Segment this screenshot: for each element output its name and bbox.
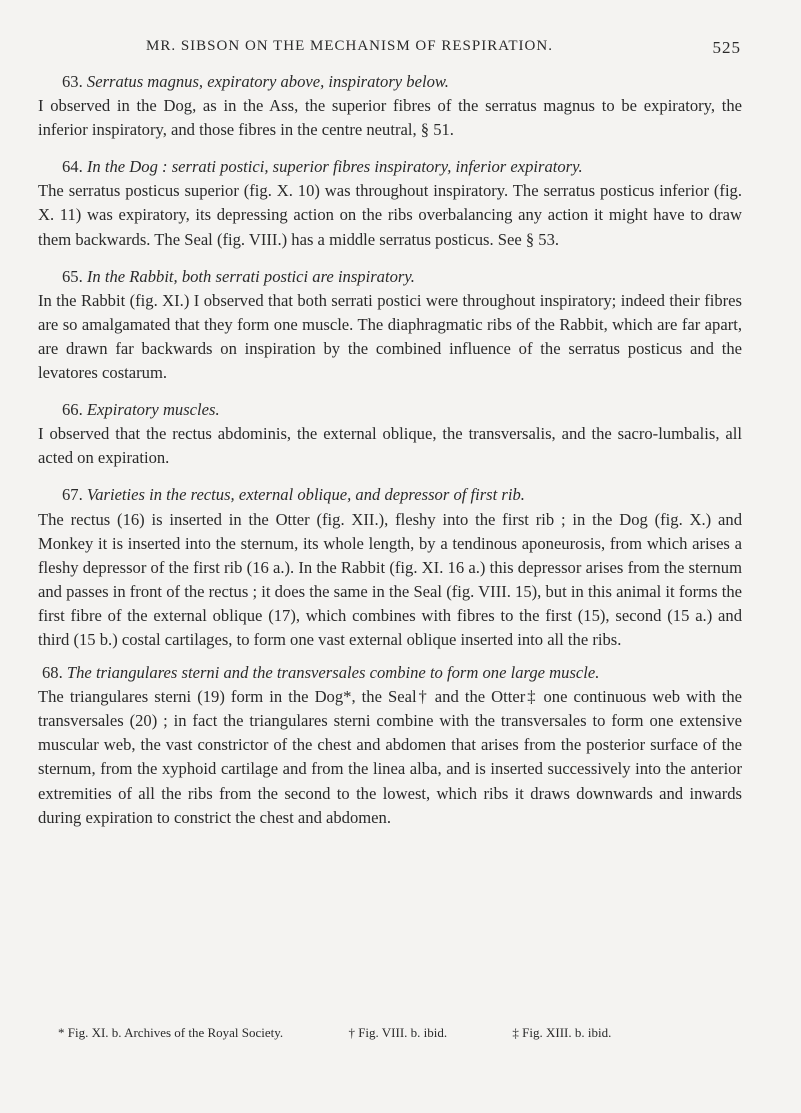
footnote: * Fig. XI. b. Archives of the Royal Society. [58, 1025, 284, 1040]
section-heading [38, 398, 742, 422]
section-paragraph: The rectus (16) is inserted in the Otter (fig. XII.), fleshy into the first rib ; in the Dog (fig. X.) and Monkey it is inserted into the sternum, its whole length, by a tendinous aponeurosis, from which arises a fleshy depressor of the first rib (16 a.). In the Rabbit (fig. XI. 16 a.) this depressor arises from the sternum and passes in front of the rectus ; it does the same in the Seal (fig. VIII. 15), but in this animal it forms the first fibre of the external oblique (17), which combines with fibres to the first (15), second (15 a.) and third (15 b.) costal cartilages, to form one vast external oblique inserted into all the ribs. [38, 509, 742, 649]
section-title: In the Rabbit, both serrati postici are inspiratory. [86, 266, 415, 286]
footnote: † Fig. VIII. b. ibid. [348, 1025, 448, 1040]
section-paragraph: The triangulares sterni (19) form in the Dog*, the Seal† and the Otter‡ one continuous web with the transversales (20) ; in fact the triangulares sterni combine with the transversales to form one extensive muscular web, the vast constrictor of the chest and abdomen that arises from the posterior surface of the sternum, from the xyphoid cartilage and from the linea alba, and is inserted successively into the anterior extremities of all the ribs from the second to the lowest, which ribs it draws downwards and inwards during expiration to constrict the chest and abdomen. [38, 687, 742, 827]
section-title: In the Dog : serrati postici, superior fibres inspiratory, inferior expiratory. [86, 157, 583, 177]
section-paragraph: I observed that the rectus abdominis, the external oblique, the transversalis, and the sacro-lumbalis, all acted on expiration. [38, 424, 742, 468]
section-title: Varieties in the rectus, external oblique, and depressor of first rib. [86, 485, 525, 505]
footnote: ‡ Fig. XIII. b. ibid. [512, 1025, 612, 1040]
section-title: The triangulares sterni and the transversales combine to form one large muscle. [66, 663, 600, 683]
section-number: 65. [62, 266, 83, 286]
section-heading [38, 265, 742, 289]
section-number: 64. [62, 157, 83, 177]
section-number: 68. [42, 663, 63, 683]
section-paragraph: In the Rabbit (fig. XI.) I observed that both serrati postici were throughout inspiratory; indeed their fibres are so amalgamated that they form one muscle. The diaphragmatic ribs of the Rabbit, which are far apart, are drawn far backwards on inspiration by the combined influence of the serratus posticus and the levatores costarum. [38, 290, 742, 383]
section-title: Expiratory muscles. [86, 400, 220, 420]
section-paragraph: The serratus posticus superior (fig. X. 10) was throughout inspiratory. The serratus posticus inferior (fig. X. 11) was expiratory, its depressing action on the ribs overbalancing any action it might have to draw them backwards. The Seal (fig. VIII.) has a middle serratus posticus. See § 53. [38, 181, 742, 249]
section-number: 63. [62, 72, 83, 91]
page-number: 525 [712, 38, 741, 57]
footnotes [58, 1025, 758, 1041]
section-heading [38, 70, 742, 94]
section-number: 66. [62, 400, 83, 420]
section-paragraph: I observed in the Dog, as in the Ass, the superior fibres of the serratus magnus to be expiratory, the inferior inspiratory, and those fibres in the centre neutral, § 51. [38, 96, 742, 140]
section-number: 67. [62, 485, 83, 505]
running-title: MR. SIBSON ON THE MECHANISM OF RESPIRATION. [146, 38, 553, 54]
section-title: Serratus magnus, expiratory above, inspiratory below. [86, 72, 449, 91]
body-text [38, 70, 742, 830]
section-heading [38, 155, 742, 179]
section-heading [38, 483, 742, 507]
section-heading [38, 661, 742, 685]
